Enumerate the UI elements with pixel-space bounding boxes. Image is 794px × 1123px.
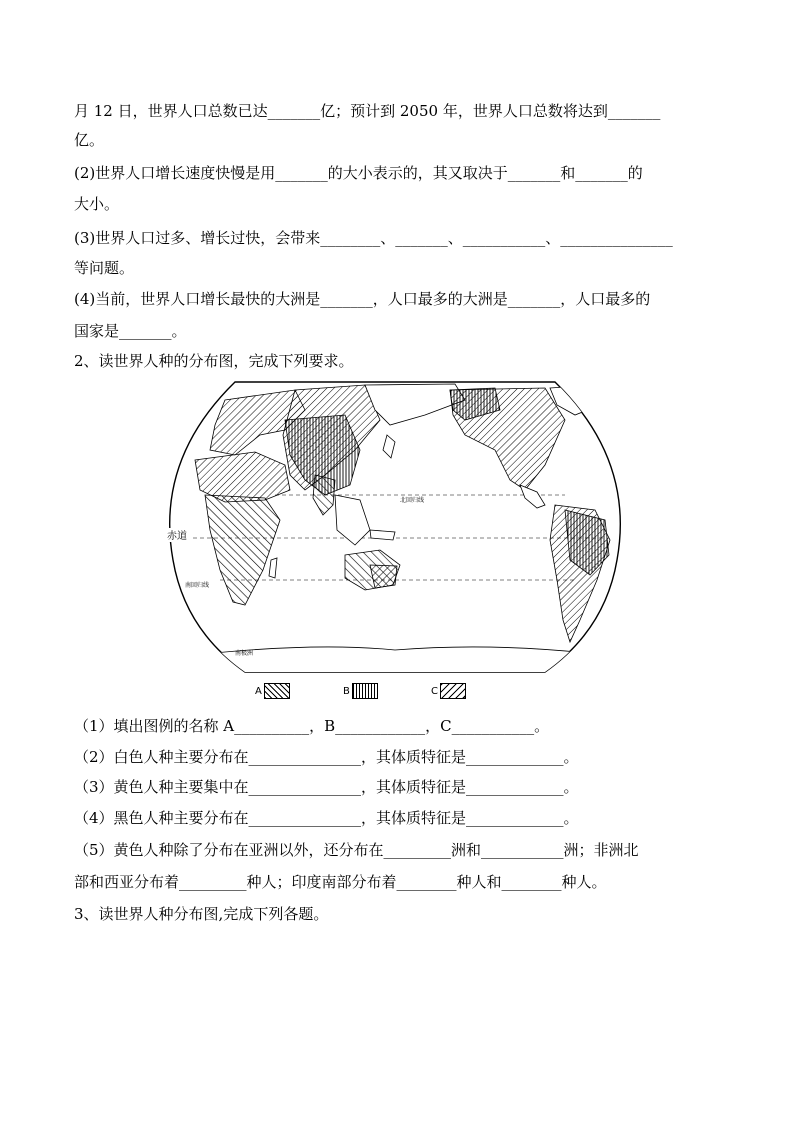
q3-title: 3、读世界人种分布图,完成下列各题。 bbox=[74, 905, 329, 923]
q1-text-line-6: 等问题。 bbox=[74, 259, 135, 277]
q1-text-line-8: 国家是_______。 bbox=[74, 322, 187, 340]
q1-text-line-5: (3)世界人口过多、增长过快，会带来________、_______、___________、_______________ bbox=[74, 229, 673, 247]
legend-letter-b: B bbox=[343, 685, 350, 697]
antarctica-label: 南极洲 bbox=[235, 650, 254, 657]
q1-text-line-2: 亿。 bbox=[74, 131, 105, 149]
q1-text-line-3: (2)世界人口增长速度快慢是用_______的大小表示的，其又取决于_______和_______的 bbox=[74, 164, 643, 182]
legend-letter-c: C bbox=[431, 685, 438, 697]
q2-sub2: （2）白色人种主要分布在_______________，其体质特征是_____________。 bbox=[74, 748, 579, 766]
antarctica-landmass bbox=[195, 647, 605, 680]
legend-item-b bbox=[343, 682, 378, 700]
legend-letter-a: A bbox=[255, 685, 262, 697]
q1-text-line-1: 月 12 日，世界人口总数已达_______亿；预计到 2050 年，世界人口总数将达到_______ bbox=[74, 102, 661, 120]
australia-southeast-landmass bbox=[370, 565, 397, 588]
q2-sub4: （4）黑色人种主要分布在_______________，其体质特征是_____________。 bbox=[74, 809, 579, 827]
legend-item-c bbox=[431, 682, 466, 700]
tropic-south-label: 南回归线 bbox=[185, 582, 210, 589]
equator-label: 赤道 bbox=[167, 531, 187, 542]
tropic-north-label: 北回归线 bbox=[400, 497, 425, 504]
map-legend bbox=[255, 682, 495, 702]
q2-sub3: （3）黄色人种主要集中在_______________，其体质特征是_____________。 bbox=[74, 778, 579, 796]
new-guinea-landmass bbox=[370, 530, 395, 540]
legend-swatch-c bbox=[440, 683, 466, 699]
legend-swatch-a bbox=[264, 683, 290, 699]
legend-swatch-b bbox=[352, 683, 378, 699]
q1-text-line-4: 大小。 bbox=[74, 195, 120, 213]
legend-item-a bbox=[255, 682, 290, 700]
q2-sub1: （1）填出图例的名称 A__________，B____________，C___________。 bbox=[74, 717, 550, 735]
q1-text-line-7: (4)当前，世界人口增长最快的大洲是_______，人口最多的大洲是_______，人口最多的 bbox=[74, 290, 651, 308]
q2-title: 2、读世界人种的分布图，完成下列要求。 bbox=[74, 352, 354, 370]
q2-sub5-line-2: 部和西亚分布着_________种人；印度南部分布着________种人和________种人。 bbox=[74, 873, 607, 891]
q2-sub5-line-1: （5）黄色人种除了分布在亚洲以外，还分布在_________洲和___________洲；非洲北 bbox=[74, 841, 639, 859]
world-race-distribution-map bbox=[165, 380, 625, 680]
